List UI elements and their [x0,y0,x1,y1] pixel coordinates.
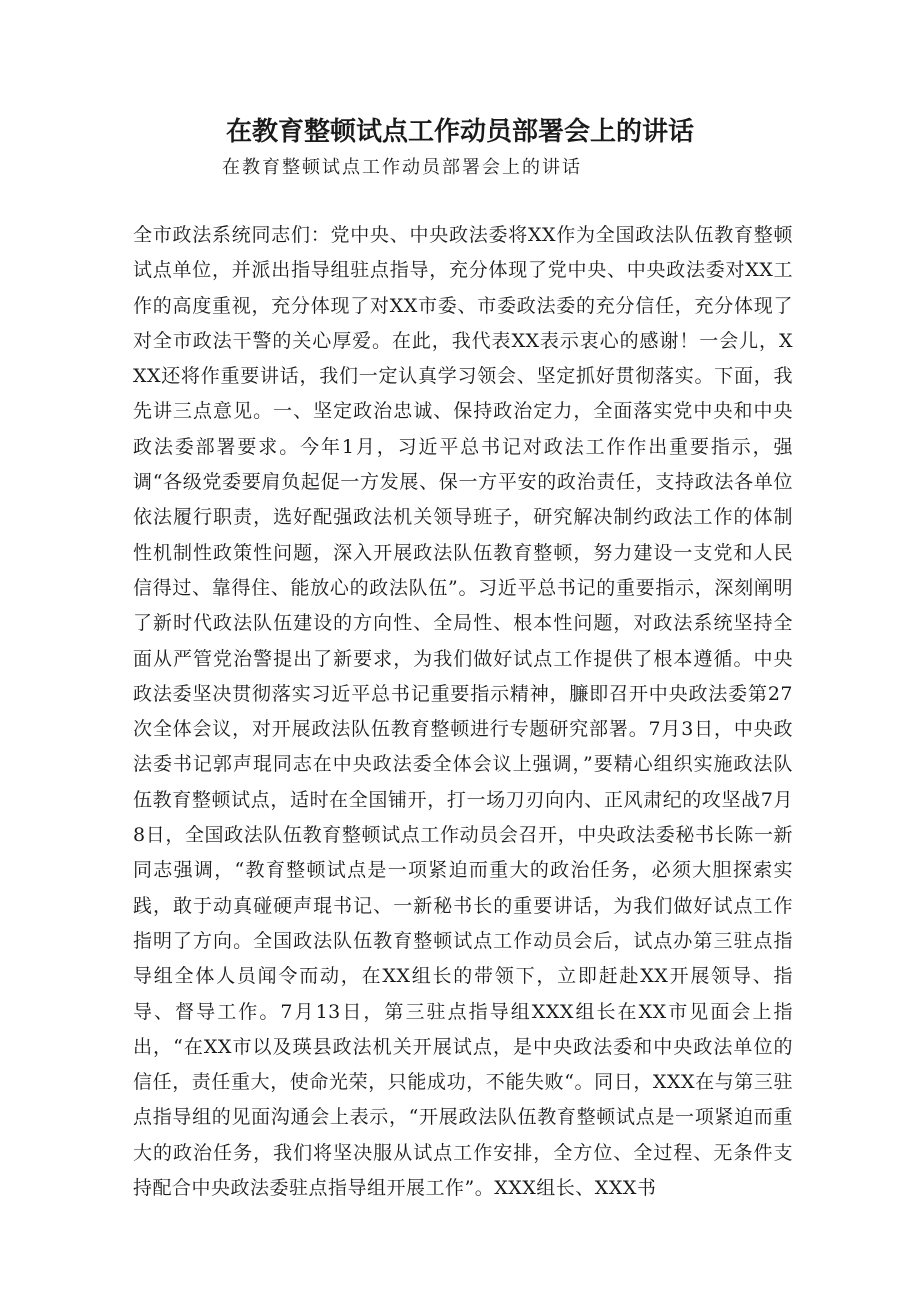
document-subtitle: 在教育整顿试点工作动员部署会上的讲话 [222,157,582,178]
document-body-paragraph: 全市政法系统同志们：党中央、中央政法委将XX作为全国政法队伍教育整顿试点单位，并派出指导组驻点指导，充分体现了党中央、中央政法委对XX工作的高度重视，充分体现了对XX市委、市委政法委的充分信任，充分体现了对全市政法干警的关心厚爱。在此，我代表XX表示衷心的感谢！一会儿，XXX还将作重要讲话，我们一定认真学习领会、坚定抓好贯彻落实。下面，我先讲三点意见。一、坚定政治忠诚、保持政治定力，全面落实党中央和中央政法委部署要求。今年1月，习近平总书记对政法工作作出重要指示，强调“各级党委要肩负起促一方发展、保一方平安的政治责任，支持政法各单位依法履行职责，选好配强政法机关领导班子，研究解决制约政法工作的体制性机制性政策性问题，深入开展政法队伍教育整顿，努力建设一支党和人民信得过、靠得住、能放心的政法队伍”。习近平总书记的重要指示，深刻阐明了新时代政法队伍建设的方向性、全局性、根本性问题，对政法系统坚持全面从严管党治警提出了新要求，为我们做好试点工作提供了根本遵循。中央政法委坚决贯彻落实习近平总书记重要指示精神，臁即召开中央政法委第27次全体会议，对开展政法队伍教育整顿进行专题研究部署。7月3日，中央政法委书记郭声琨同志在中央政法委全体会议上强调，”要精心组织实施政法队伍教育整顿试点，适时在全国铺开，打一场刀刃向内、正风肃纪的攻坚战7月8日，全国政法队伍教育整顿试点工作动员会召开，中央政法委秘书长陈一新同志强调，“教育整顿试点是一项紧迫而重大的政治任务，必须大胆探索实践，敢于动真碰硬声琨书记、一新秘书长的重要讲话，为我们做好试点工作指明了方向。全国政法队伍教育整顿试点工作动员会后，试点办第三驻点指导组全体人员闻令而动，在XX组长的带领下，立即赶赴XX开展领导、指导、督导工作。7月13日，第三驻点指导组XXX组长在XX市见面会上指出，“在XX市以及瑛县政法机关开展试点，是中央政法委和中央政法单位的信任，责任重大，使命光荣，只能成功，不能失败“。同日，XXX在与第三驻点指导组的见面沟通会上表示，“开展政法队伍教育整顿试点是一项紧迫而重大的政治任务，我们将坚决服从试点工作安排，全方位、全过程、无条件支持配合中央政法委驻点指导组开展工作”。XXX组长、XXX书 [133,224,793,1200]
document-title: 在教育整顿试点工作动员部署会上的讲话 [225,117,694,147]
